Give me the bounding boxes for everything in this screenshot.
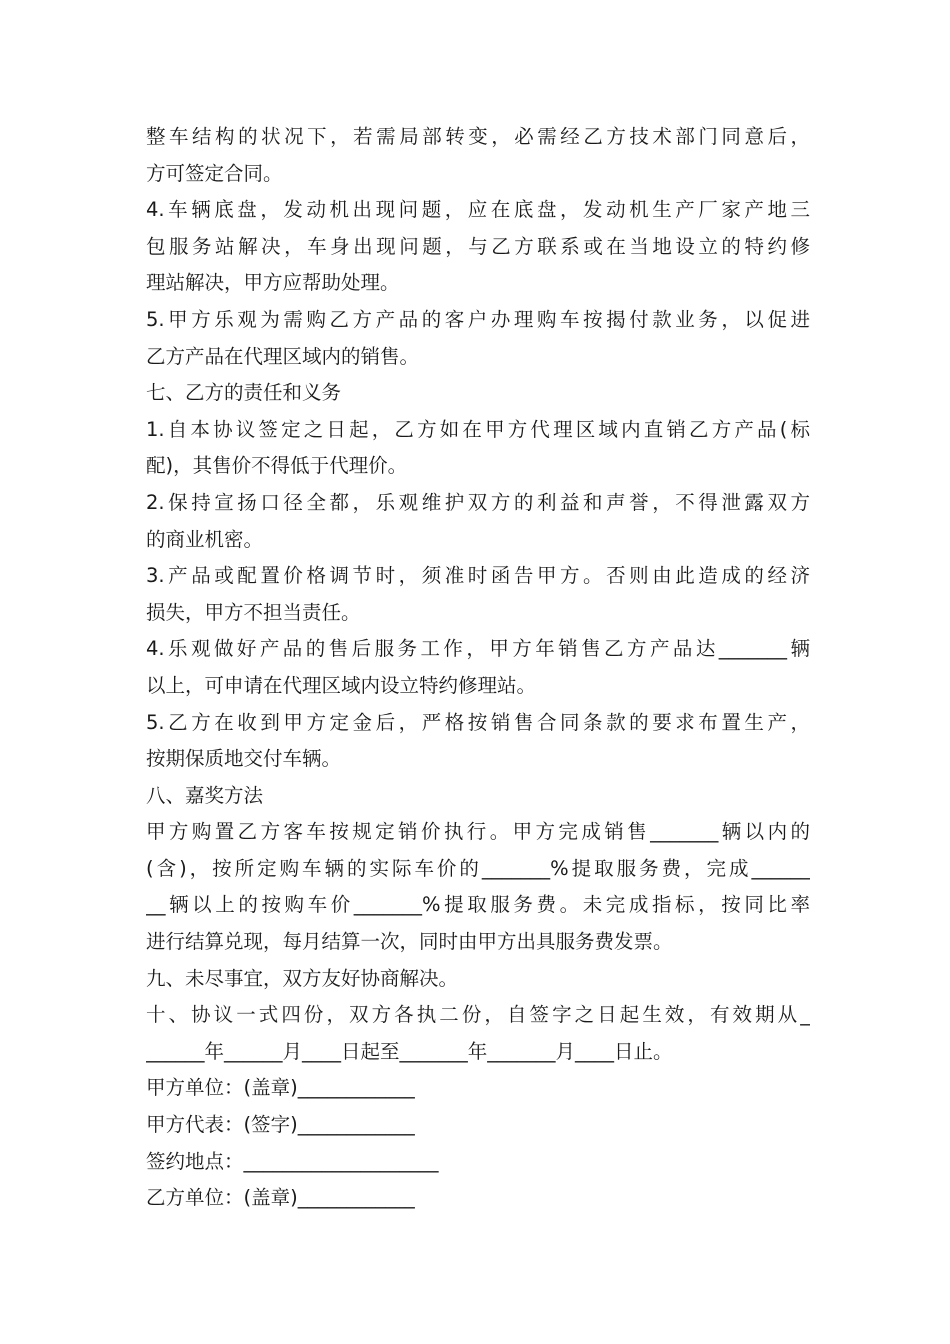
text-line: 5.甲方乐观为需购乙方产品的客户办理购车按揭付款业务，以促进 (146, 307, 810, 331)
text-line: 的商业机密。 (146, 527, 264, 551)
text-line: 3.产品或配置价格调节时，须准时函告甲方。否则由此造成的经济 (146, 564, 810, 588)
text-line: 七、乙方的责任和义务 (146, 381, 342, 405)
text-line: 整车结构的状况下，若需局部转变，必需经乙方技术部门同意后， (146, 125, 810, 148)
text-line: 九、未尽事宜，双方友好协商解决。 (146, 966, 459, 990)
text-line: 乙方单位：(盖章)____________ (146, 1186, 415, 1210)
text-line: 签约地点：____________________ (146, 1149, 439, 1173)
text-line: 十、协议一式四份，双方各执二份，自签字之日起生效，有效期从_ (146, 1003, 810, 1027)
text-line: 甲方购置乙方客车按规定销价执行。甲方完成销售_______辆以内的 (146, 820, 810, 844)
text-line: 2.保持宣扬口径全都，乐观维护双方的利益和声誉，不得泄露双方 (146, 490, 810, 514)
text-line: 按期保质地交付车辆。 (146, 747, 342, 771)
text-line: 5.乙方在收到甲方定金后，严格按销售合同条款的要求布置生产， (146, 710, 810, 734)
text-line: __辆以上的按购车价_______%提取服务费。未完成指标，按同比率 (146, 893, 810, 917)
text-line: 以上，可申请在代理区域内设立特约修理站。 (146, 673, 537, 697)
text-line: 4.乐观做好产品的售后服务工作，甲方年销售乙方产品达_______辆 (146, 637, 810, 661)
text-line: 包服务站解决，车身出现问题，与乙方联系或在当地设立的特约修 (146, 234, 810, 258)
text-line: 理站解决，甲方应帮助处理。 (146, 271, 400, 295)
text-line: 损失，甲方不担当责任。 (146, 600, 361, 624)
text-line: 1.自本协议签定之日起，乙方如在甲方代理区域内直销乙方产品(标 (146, 417, 810, 441)
text-line: 进行结算兑现，每月结算一次，同时由甲方出具服务费发票。 (146, 930, 673, 954)
text-line: 乙方产品在代理区域内的销售。 (146, 344, 420, 368)
text-line: (含)，按所定购车辆的实际车价的_______%提取服务费，完成______ (146, 856, 810, 880)
text-line: 配)，其售价不得低于代理价。 (146, 454, 408, 478)
document-body (146, 119, 810, 1217)
text-line: 甲方代表：(签字)____________ (146, 1113, 415, 1137)
text-line: 八、嘉奖方法 (146, 783, 264, 807)
text-line: ______年______月____日起至_______年_______月____日止。 (146, 1039, 673, 1063)
text-line: 4.车辆底盘，发动机出现问题，应在底盘，发动机生产厂家产地三 (146, 198, 810, 222)
text-line: 方可签定合同。 (146, 161, 283, 185)
text-line: 甲方单位：(盖章)____________ (146, 1076, 415, 1100)
